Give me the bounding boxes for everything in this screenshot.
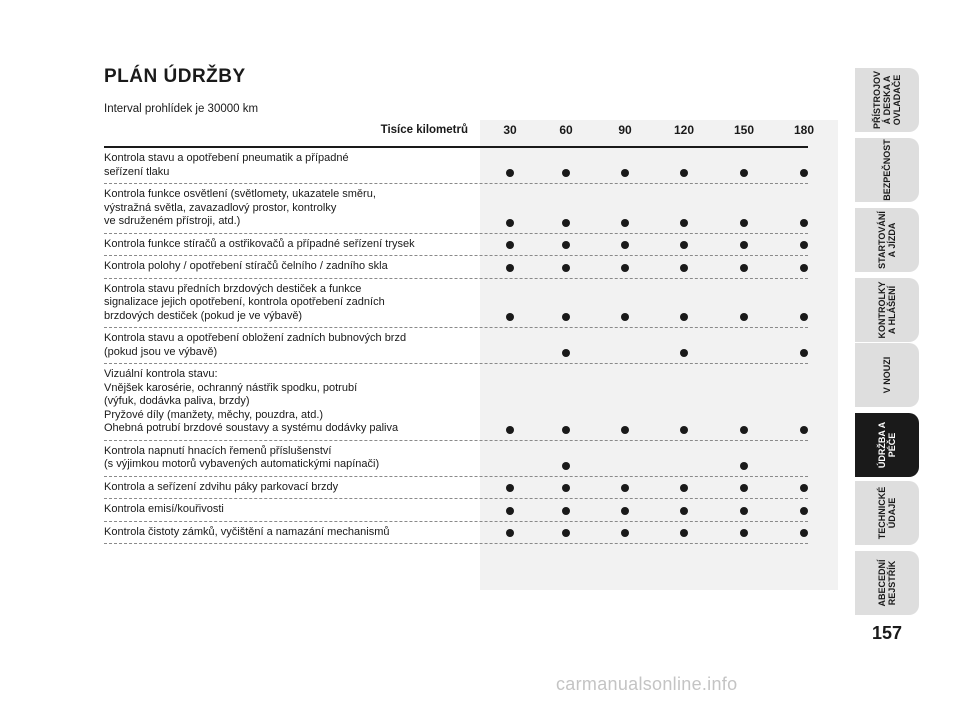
check-mark-dot xyxy=(800,349,808,357)
page-title: PLÁN ÚDRŽBY xyxy=(104,66,246,87)
check-mark-dot xyxy=(562,426,570,434)
check-mark-dot xyxy=(740,313,748,321)
check-mark-dot xyxy=(621,313,629,321)
check-mark-dot xyxy=(800,507,808,515)
check-mark-dot xyxy=(562,264,570,272)
watermark: carmanualsonline.info xyxy=(556,674,738,694)
chapter-tab[interactable] xyxy=(855,278,919,342)
check-mark-dot xyxy=(680,349,688,357)
table-row xyxy=(104,328,808,364)
check-mark-dot xyxy=(621,241,629,249)
table-row xyxy=(104,364,808,441)
check-mark-dot xyxy=(562,462,570,470)
chapter-tab-label: STARTOVÁNÍ A JÍZDA xyxy=(877,211,897,269)
table-row xyxy=(104,184,808,234)
check-mark-dot xyxy=(506,219,514,227)
check-mark-dot xyxy=(506,169,514,177)
check-mark-dot xyxy=(740,219,748,227)
check-item-text: Kontrola a seřízení zdvihu páky parkovací brzdy xyxy=(104,480,339,493)
table-row xyxy=(104,148,808,184)
check-mark-dot xyxy=(562,241,570,249)
check-mark-dot xyxy=(740,529,748,537)
chapter-tab[interactable] xyxy=(855,551,919,615)
check-mark-dot xyxy=(680,241,688,249)
check-mark-dot xyxy=(740,462,748,470)
table-header xyxy=(104,120,815,148)
chapter-tab-label: ÚDRŽBA A PÉČE xyxy=(877,421,897,469)
check-mark-dot xyxy=(740,484,748,492)
check-mark-dot xyxy=(740,507,748,515)
table-row xyxy=(104,477,808,500)
check-item-text: Kontrola napnutí hnacích řemenů příslušenství (s výjimkou motorů vybavených automatickými napínači) xyxy=(104,444,380,470)
chapter-tab-label: PŘÍSTROJOV Á DESKA A OVLADAČE xyxy=(872,71,902,130)
check-mark-dot xyxy=(680,219,688,227)
check-mark-dot xyxy=(800,313,808,321)
check-mark-dot xyxy=(562,169,570,177)
check-item-text: Kontrola stavu a opotřebení obložení zadních bubnových brzd (pokud jsou ve výbavě) xyxy=(104,332,407,358)
chapter-tab-label: BEZPEČNOST xyxy=(882,139,892,201)
check-mark-dot xyxy=(800,169,808,177)
check-mark-dot xyxy=(740,264,748,272)
chapter-tab-label: TECHNICKÉ ÚDAJE xyxy=(877,486,897,540)
check-item-text: Kontrola funkce stíračů a ostřikovačů a případné seřízení trysek xyxy=(104,237,415,250)
chapter-tab[interactable] xyxy=(855,68,919,132)
check-mark-dot xyxy=(680,264,688,272)
interval-90-header: 90 xyxy=(618,123,632,137)
table-row xyxy=(104,441,808,477)
check-mark-dot xyxy=(506,313,514,321)
check-item-text: Kontrola emisí/kouřivosti xyxy=(104,503,224,515)
check-mark-dot xyxy=(562,484,570,492)
check-mark-dot xyxy=(621,169,629,177)
chapter-tab[interactable] xyxy=(855,413,919,477)
chapter-tab[interactable] xyxy=(855,343,919,407)
check-mark-dot xyxy=(506,241,514,249)
interval-note: Interval prohlídek je 30000 km xyxy=(104,103,259,115)
header-label: Tisíce kilometrů xyxy=(380,124,468,136)
check-item-text: Kontrola funkce osvětlení (světlomety, ukazatele směru, výstražná světla, zavazadlový prostor, kontrolky ve sdruženém přístroji, atd.) xyxy=(104,188,376,227)
check-item-text: Kontrola stavu předních brzdových destiček a funkce signalizace jejich opotřebení, kontrola opotřebení zadních brzdových destiček (pokud je ve výbavě) xyxy=(104,282,385,322)
check-mark-dot xyxy=(562,529,570,537)
check-mark-dot xyxy=(621,529,629,537)
check-mark-dot xyxy=(621,426,629,434)
check-mark-dot xyxy=(680,507,688,515)
table-row xyxy=(104,234,808,257)
check-mark-dot xyxy=(562,349,570,357)
check-mark-dot xyxy=(506,484,514,492)
check-mark-dot xyxy=(800,264,808,272)
interval-60-header: 60 xyxy=(559,123,573,137)
check-mark-dot xyxy=(800,426,808,434)
interval-120-header: 120 xyxy=(673,123,695,137)
table-row xyxy=(104,279,808,329)
interval-180-header: 180 xyxy=(793,123,815,137)
check-mark-dot xyxy=(506,426,514,434)
table-row xyxy=(104,499,808,522)
check-mark-dot xyxy=(621,219,629,227)
chapter-tab[interactable] xyxy=(855,138,919,202)
check-mark-dot xyxy=(562,219,570,227)
check-item-text: Vizuální kontrola stavu: Vnějšek karosérie, ochranný nástřik spodku, potrubí (výfuk, dodávka paliva, brzdy) Pryžové díly (manžety, měchy, pouzdra, atd.) Ohebná potrubí brzdové soustavy a systému dodávky paliva xyxy=(104,368,399,434)
check-mark-dot xyxy=(621,507,629,515)
chapter-tab-label: KONTROLKY A HLÁŠENÍ xyxy=(877,281,897,339)
check-mark-dot xyxy=(621,484,629,492)
chapter-tab[interactable] xyxy=(855,481,919,545)
check-mark-dot xyxy=(800,241,808,249)
check-mark-dot xyxy=(740,241,748,249)
check-mark-dot xyxy=(562,507,570,515)
chapter-tab-label: ABECEDNÍ REJSTŘÍK xyxy=(877,559,897,607)
check-mark-dot xyxy=(740,426,748,434)
check-mark-dot xyxy=(506,264,514,272)
table-row xyxy=(104,522,808,545)
check-item-text: Kontrola stavu a opotřebení pneumatik a případné seřízení tlaku xyxy=(104,152,349,178)
check-mark-dot xyxy=(680,313,688,321)
check-mark-dot xyxy=(680,484,688,492)
check-mark-dot xyxy=(506,529,514,537)
check-item-text: Kontrola polohy / opotřebení stíračů čelního / zadního skla xyxy=(104,260,388,272)
table-row xyxy=(104,256,808,279)
check-mark-dot xyxy=(800,529,808,537)
check-mark-dot xyxy=(506,507,514,515)
check-mark-dot xyxy=(621,264,629,272)
check-mark-dot xyxy=(800,219,808,227)
check-mark-dot xyxy=(740,169,748,177)
check-item-text: Kontrola čistoty zámků, vyčištění a namazání mechanismů xyxy=(104,525,390,538)
chapter-tab[interactable] xyxy=(855,208,919,272)
check-mark-dot xyxy=(680,426,688,434)
interval-30-header: 30 xyxy=(503,123,517,137)
page-number: 157 xyxy=(871,623,903,643)
interval-150-header: 150 xyxy=(733,123,755,137)
chapter-tab-label: V NOUZI xyxy=(882,356,892,394)
check-mark-dot xyxy=(800,484,808,492)
check-mark-dot xyxy=(680,529,688,537)
maintenance-table xyxy=(104,120,815,544)
check-mark-dot xyxy=(680,169,688,177)
check-mark-dot xyxy=(562,313,570,321)
